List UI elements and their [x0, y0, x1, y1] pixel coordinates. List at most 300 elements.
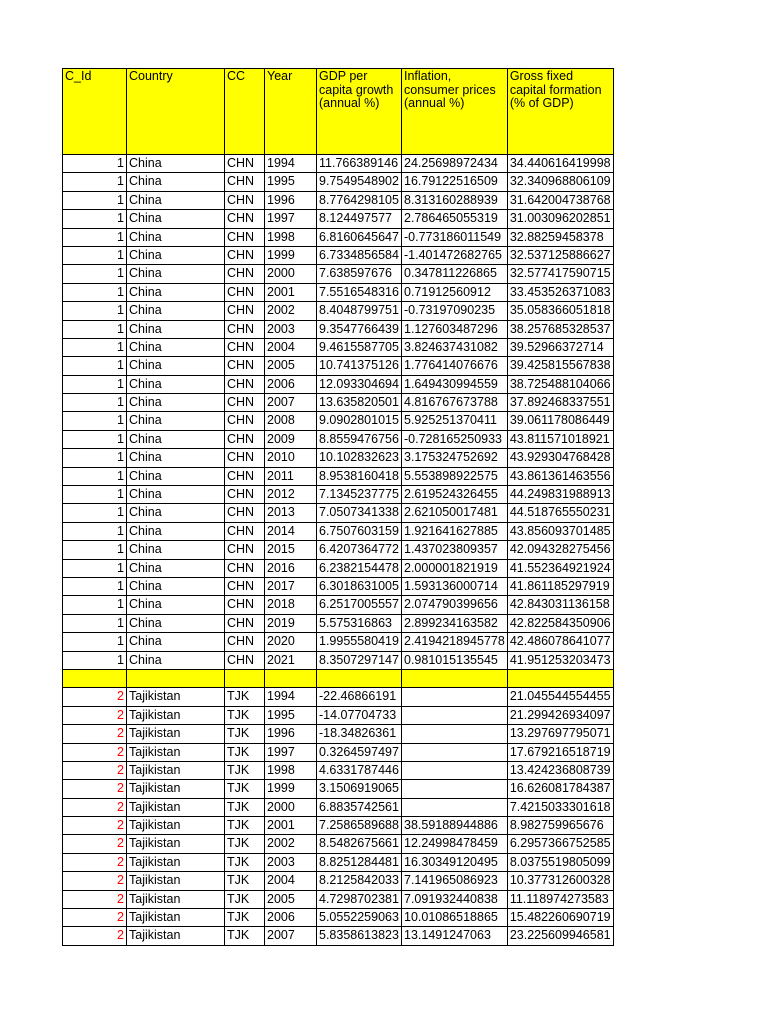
cell-gdp-growth[interactable]: 8.7764298105 [317, 191, 402, 209]
cell-gdp-growth[interactable]: 6.4207364772 [317, 541, 402, 559]
cell-c-id[interactable]: 2 [63, 725, 127, 743]
cell-inflation[interactable]: 1.649430994559 [402, 375, 508, 393]
cell-gdp-growth[interactable]: -14.07704733 [317, 706, 402, 724]
cell-c-id[interactable]: 2 [63, 890, 127, 908]
cell-gdp-growth[interactable]: 4.7298702381 [317, 890, 402, 908]
cell-inflation[interactable] [402, 725, 508, 743]
cell-c-id[interactable]: 2 [63, 927, 127, 945]
cell-gross-capital[interactable]: 42.822584350906 [507, 614, 613, 632]
cell-gdp-growth[interactable]: 8.3507297147 [317, 651, 402, 669]
cell-cc[interactable]: TJK [225, 890, 265, 908]
cell-inflation[interactable]: 1.437023809357 [402, 541, 508, 559]
cell-gross-capital[interactable]: 11.118974273583 [507, 890, 613, 908]
cell-gross-capital[interactable]: 16.626081784387 [507, 780, 613, 798]
cell-inflation[interactable]: 0.981015135545 [402, 651, 508, 669]
cell-cc[interactable]: CHN [225, 651, 265, 669]
cell-year[interactable]: 2002 [265, 302, 317, 320]
cell-country[interactable]: Tajikistan [127, 835, 225, 853]
cell-inflation[interactable]: 7.141965086923 [402, 872, 508, 890]
cell-country[interactable]: China [127, 596, 225, 614]
cell-c-id[interactable]: 1 [63, 596, 127, 614]
cell-country[interactable]: China [127, 191, 225, 209]
cell-inflation[interactable]: 12.24998478459 [402, 835, 508, 853]
empty-cell[interactable] [63, 669, 127, 687]
cell-cc[interactable]: TJK [225, 872, 265, 890]
cell-c-id[interactable]: 2 [63, 688, 127, 706]
cell-c-id[interactable]: 1 [63, 449, 127, 467]
cell-c-id[interactable]: 1 [63, 577, 127, 595]
cell-country[interactable]: China [127, 394, 225, 412]
cell-c-id[interactable]: 1 [63, 541, 127, 559]
cell-cc[interactable]: CHN [225, 375, 265, 393]
cell-year[interactable]: 2016 [265, 559, 317, 577]
cell-inflation[interactable]: 4.816767673788 [402, 394, 508, 412]
cell-cc[interactable]: CHN [225, 614, 265, 632]
cell-inflation[interactable]: 2.4194218945778 [402, 633, 508, 651]
cell-gross-capital[interactable]: 43.929304768428 [507, 449, 613, 467]
cell-inflation[interactable]: -0.73197090235 [402, 302, 508, 320]
cell-inflation[interactable]: -1.401472682765 [402, 246, 508, 264]
cell-year[interactable]: 2007 [265, 394, 317, 412]
cell-year[interactable]: 2018 [265, 596, 317, 614]
cell-year[interactable]: 2003 [265, 853, 317, 871]
cell-country[interactable]: China [127, 541, 225, 559]
cell-year[interactable]: 2005 [265, 357, 317, 375]
cell-country[interactable]: China [127, 173, 225, 191]
cell-year[interactable]: 2000 [265, 265, 317, 283]
cell-c-id[interactable]: 2 [63, 909, 127, 927]
cell-gdp-growth[interactable]: 7.5516548316 [317, 283, 402, 301]
cell-gross-capital[interactable]: 42.486078641077 [507, 633, 613, 651]
cell-gross-capital[interactable]: 8.0375519805099 [507, 853, 613, 871]
cell-year[interactable]: 2012 [265, 486, 317, 504]
cell-gdp-growth[interactable]: 10.102832623 [317, 449, 402, 467]
cell-c-id[interactable]: 1 [63, 375, 127, 393]
cell-gdp-growth[interactable]: 9.0902801015 [317, 412, 402, 430]
cell-c-id[interactable]: 1 [63, 283, 127, 301]
cell-gross-capital[interactable]: 6.2957366752585 [507, 835, 613, 853]
cell-inflation[interactable]: 13.1491247063 [402, 927, 508, 945]
cell-country[interactable]: China [127, 559, 225, 577]
cell-gdp-growth[interactable]: 6.2382154478 [317, 559, 402, 577]
empty-cell[interactable] [507, 669, 613, 687]
cell-cc[interactable]: CHN [225, 394, 265, 412]
cell-year[interactable]: 2000 [265, 798, 317, 816]
cell-gross-capital[interactable]: 23.225609946581 [507, 927, 613, 945]
cell-gross-capital[interactable]: 21.299426934097 [507, 706, 613, 724]
cell-year[interactable]: 1997 [265, 210, 317, 228]
cell-gross-capital[interactable]: 32.577417590715 [507, 265, 613, 283]
cell-gdp-growth[interactable]: 6.8835742561 [317, 798, 402, 816]
cell-year[interactable]: 1999 [265, 780, 317, 798]
cell-c-id[interactable]: 1 [63, 651, 127, 669]
cell-gdp-growth[interactable]: 8.5482675661 [317, 835, 402, 853]
cell-gdp-growth[interactable]: 5.8358613823 [317, 927, 402, 945]
header-cell-cc[interactable]: CC [225, 69, 265, 155]
cell-gross-capital[interactable]: 38.257685328537 [507, 320, 613, 338]
cell-gross-capital[interactable]: 17.679216518719 [507, 743, 613, 761]
cell-inflation[interactable]: -0.728165250933 [402, 430, 508, 448]
cell-year[interactable]: 2005 [265, 890, 317, 908]
cell-inflation[interactable]: -0.773186011549 [402, 228, 508, 246]
cell-gross-capital[interactable]: 35.058366051818 [507, 302, 613, 320]
cell-gdp-growth[interactable]: 6.8160645647 [317, 228, 402, 246]
cell-year[interactable]: 1995 [265, 173, 317, 191]
cell-country[interactable]: China [127, 338, 225, 356]
cell-inflation[interactable]: 1.127603487296 [402, 320, 508, 338]
cell-cc[interactable]: CHN [225, 559, 265, 577]
cell-cc[interactable]: TJK [225, 817, 265, 835]
cell-country[interactable]: Tajikistan [127, 927, 225, 945]
cell-c-id[interactable]: 2 [63, 817, 127, 835]
cell-year[interactable]: 2004 [265, 872, 317, 890]
cell-gross-capital[interactable]: 44.249831988913 [507, 486, 613, 504]
cell-c-id[interactable]: 2 [63, 743, 127, 761]
cell-c-id[interactable]: 2 [63, 872, 127, 890]
cell-year[interactable]: 1999 [265, 246, 317, 264]
cell-gross-capital[interactable]: 43.856093701485 [507, 522, 613, 540]
cell-inflation[interactable] [402, 798, 508, 816]
cell-country[interactable]: China [127, 412, 225, 430]
cell-gdp-growth[interactable]: 0.3264597497 [317, 743, 402, 761]
cell-gdp-growth[interactable]: 8.2125842033 [317, 872, 402, 890]
cell-cc[interactable]: CHN [225, 302, 265, 320]
cell-gdp-growth[interactable]: 10.741375126 [317, 357, 402, 375]
cell-inflation[interactable]: 2.000001821919 [402, 559, 508, 577]
cell-inflation[interactable]: 8.313160288939 [402, 191, 508, 209]
cell-gdp-growth[interactable]: 5.0552259063 [317, 909, 402, 927]
cell-country[interactable]: China [127, 155, 225, 173]
cell-year[interactable]: 1994 [265, 155, 317, 173]
cell-country[interactable]: China [127, 504, 225, 522]
header-cell-year[interactable]: Year [265, 69, 317, 155]
cell-c-id[interactable]: 2 [63, 835, 127, 853]
cell-c-id[interactable]: 1 [63, 614, 127, 632]
cell-cc[interactable]: TJK [225, 725, 265, 743]
cell-gross-capital[interactable]: 32.88259458378 [507, 228, 613, 246]
cell-cc[interactable]: CHN [225, 486, 265, 504]
cell-cc[interactable]: CHN [225, 338, 265, 356]
cell-gross-capital[interactable]: 31.003096202851 [507, 210, 613, 228]
cell-gross-capital[interactable]: 32.537125886627 [507, 246, 613, 264]
cell-inflation[interactable]: 1.921641627885 [402, 522, 508, 540]
cell-gdp-growth[interactable]: 8.124497577 [317, 210, 402, 228]
cell-inflation[interactable]: 2.621050017481 [402, 504, 508, 522]
cell-gdp-growth[interactable]: 9.4615587705 [317, 338, 402, 356]
cell-cc[interactable]: CHN [225, 577, 265, 595]
cell-year[interactable]: 2017 [265, 577, 317, 595]
cell-year[interactable]: 2021 [265, 651, 317, 669]
cell-country[interactable]: Tajikistan [127, 909, 225, 927]
cell-gdp-growth[interactable]: 9.7549548902 [317, 173, 402, 191]
cell-year[interactable]: 2015 [265, 541, 317, 559]
cell-inflation[interactable]: 16.30349120495 [402, 853, 508, 871]
empty-cell[interactable] [127, 669, 225, 687]
cell-country[interactable]: China [127, 633, 225, 651]
cell-country[interactable]: China [127, 449, 225, 467]
empty-cell[interactable] [225, 669, 265, 687]
cell-gross-capital[interactable]: 7.4215033301618 [507, 798, 613, 816]
cell-country[interactable]: Tajikistan [127, 853, 225, 871]
cell-inflation[interactable] [402, 688, 508, 706]
cell-country[interactable]: Tajikistan [127, 890, 225, 908]
cell-c-id[interactable]: 2 [63, 761, 127, 779]
cell-gross-capital[interactable]: 34.440616419998 [507, 155, 613, 173]
cell-year[interactable]: 1996 [265, 191, 317, 209]
cell-gdp-growth[interactable]: 13.635820501 [317, 394, 402, 412]
cell-year[interactable]: 1998 [265, 761, 317, 779]
cell-country[interactable]: China [127, 357, 225, 375]
cell-c-id[interactable]: 1 [63, 265, 127, 283]
cell-cc[interactable]: CHN [225, 191, 265, 209]
cell-c-id[interactable]: 1 [63, 320, 127, 338]
cell-cc[interactable]: TJK [225, 798, 265, 816]
cell-cc[interactable]: CHN [225, 265, 265, 283]
empty-cell[interactable] [317, 669, 402, 687]
cell-country[interactable]: China [127, 467, 225, 485]
cell-inflation[interactable]: 16.79122516509 [402, 173, 508, 191]
cell-country[interactable]: China [127, 522, 225, 540]
cell-gdp-growth[interactable]: 6.3018631005 [317, 577, 402, 595]
cell-cc[interactable]: TJK [225, 688, 265, 706]
cell-c-id[interactable]: 1 [63, 504, 127, 522]
cell-country[interactable]: Tajikistan [127, 798, 225, 816]
cell-gross-capital[interactable]: 43.811571018921 [507, 430, 613, 448]
cell-country[interactable]: China [127, 302, 225, 320]
cell-year[interactable]: 2001 [265, 283, 317, 301]
cell-country[interactable]: China [127, 651, 225, 669]
cell-gdp-growth[interactable]: 8.8559476756 [317, 430, 402, 448]
cell-gross-capital[interactable]: 31.642004738768 [507, 191, 613, 209]
cell-country[interactable]: China [127, 210, 225, 228]
cell-inflation[interactable] [402, 780, 508, 798]
header-cell-c-id[interactable]: C_Id [63, 69, 127, 155]
cell-cc[interactable]: TJK [225, 909, 265, 927]
cell-country[interactable]: China [127, 246, 225, 264]
empty-cell[interactable] [402, 669, 508, 687]
cell-year[interactable]: 2004 [265, 338, 317, 356]
cell-c-id[interactable]: 1 [63, 191, 127, 209]
cell-gross-capital[interactable]: 32.340968806109 [507, 173, 613, 191]
cell-gdp-growth[interactable]: 7.2586589688 [317, 817, 402, 835]
cell-year[interactable]: 2019 [265, 614, 317, 632]
cell-country[interactable]: Tajikistan [127, 872, 225, 890]
cell-country[interactable]: China [127, 283, 225, 301]
header-cell-gross-capital[interactable]: Gross fixed capital formation (% of GDP) [507, 69, 613, 155]
cell-country[interactable]: China [127, 375, 225, 393]
cell-c-id[interactable]: 1 [63, 394, 127, 412]
cell-inflation[interactable]: 5.553898922575 [402, 467, 508, 485]
cell-inflation[interactable]: 10.01086518865 [402, 909, 508, 927]
cell-c-id[interactable]: 1 [63, 430, 127, 448]
cell-gross-capital[interactable]: 37.892468337551 [507, 394, 613, 412]
cell-gross-capital[interactable]: 39.425815567838 [507, 357, 613, 375]
cell-cc[interactable]: TJK [225, 780, 265, 798]
cell-year[interactable]: 2006 [265, 375, 317, 393]
cell-country[interactable]: China [127, 577, 225, 595]
cell-gross-capital[interactable]: 10.377312600328 [507, 872, 613, 890]
cell-gross-capital[interactable]: 39.52966372714 [507, 338, 613, 356]
cell-inflation[interactable]: 2.619524326455 [402, 486, 508, 504]
cell-country[interactable]: China [127, 430, 225, 448]
cell-year[interactable]: 2003 [265, 320, 317, 338]
cell-country[interactable]: Tajikistan [127, 725, 225, 743]
cell-year[interactable]: 2020 [265, 633, 317, 651]
cell-cc[interactable]: CHN [225, 246, 265, 264]
cell-cc[interactable]: TJK [225, 927, 265, 945]
cell-c-id[interactable]: 1 [63, 467, 127, 485]
cell-inflation[interactable] [402, 743, 508, 761]
cell-gross-capital[interactable]: 38.725488104066 [507, 375, 613, 393]
cell-inflation[interactable]: 24.25698972434 [402, 155, 508, 173]
cell-gdp-growth[interactable]: 11.766389146 [317, 155, 402, 173]
cell-inflation[interactable]: 3.824637431082 [402, 338, 508, 356]
cell-country[interactable]: China [127, 486, 225, 504]
cell-c-id[interactable]: 1 [63, 522, 127, 540]
cell-inflation[interactable]: 0.71912560912 [402, 283, 508, 301]
cell-cc[interactable]: CHN [225, 283, 265, 301]
cell-cc[interactable]: CHN [225, 541, 265, 559]
cell-cc[interactable]: CHN [225, 449, 265, 467]
cell-inflation[interactable]: 0.347811226865 [402, 265, 508, 283]
cell-gdp-growth[interactable]: 8.9538160418 [317, 467, 402, 485]
cell-year[interactable]: 1995 [265, 706, 317, 724]
cell-inflation[interactable]: 7.091932440838 [402, 890, 508, 908]
cell-gdp-growth[interactable]: 8.4048799751 [317, 302, 402, 320]
cell-gross-capital[interactable]: 21.045544554455 [507, 688, 613, 706]
cell-inflation[interactable]: 5.925251370411 [402, 412, 508, 430]
cell-year[interactable]: 2013 [265, 504, 317, 522]
cell-year[interactable]: 2008 [265, 412, 317, 430]
cell-gross-capital[interactable]: 33.453526371083 [507, 283, 613, 301]
cell-gross-capital[interactable]: 42.843031136158 [507, 596, 613, 614]
cell-c-id[interactable]: 1 [63, 338, 127, 356]
cell-year[interactable]: 2007 [265, 927, 317, 945]
cell-c-id[interactable]: 1 [63, 633, 127, 651]
cell-gdp-growth[interactable]: 4.6331787446 [317, 761, 402, 779]
cell-country[interactable]: Tajikistan [127, 688, 225, 706]
cell-country[interactable]: China [127, 614, 225, 632]
cell-inflation[interactable]: 1.776414076676 [402, 357, 508, 375]
cell-inflation[interactable]: 2.786465055319 [402, 210, 508, 228]
cell-c-id[interactable]: 1 [63, 210, 127, 228]
cell-gross-capital[interactable]: 43.861361463556 [507, 467, 613, 485]
cell-gdp-growth[interactable]: 9.3547766439 [317, 320, 402, 338]
cell-cc[interactable]: CHN [225, 357, 265, 375]
cell-c-id[interactable]: 1 [63, 173, 127, 191]
empty-cell[interactable] [265, 669, 317, 687]
cell-year[interactable]: 1994 [265, 688, 317, 706]
cell-gdp-growth[interactable]: -18.34826361 [317, 725, 402, 743]
cell-inflation[interactable]: 1.593136000714 [402, 577, 508, 595]
cell-gross-capital[interactable]: 41.951253203473 [507, 651, 613, 669]
cell-gross-capital[interactable]: 44.518765550231 [507, 504, 613, 522]
cell-c-id[interactable]: 2 [63, 706, 127, 724]
cell-cc[interactable]: CHN [225, 228, 265, 246]
cell-c-id[interactable]: 2 [63, 780, 127, 798]
cell-gross-capital[interactable]: 13.297697795071 [507, 725, 613, 743]
cell-gross-capital[interactable]: 39.061178086449 [507, 412, 613, 430]
cell-inflation[interactable] [402, 706, 508, 724]
cell-year[interactable]: 2010 [265, 449, 317, 467]
cell-gdp-growth[interactable]: 1.9955580419 [317, 633, 402, 651]
cell-cc[interactable]: CHN [225, 522, 265, 540]
cell-cc[interactable]: CHN [225, 155, 265, 173]
cell-cc[interactable]: CHN [225, 412, 265, 430]
cell-gross-capital[interactable]: 41.552364921924 [507, 559, 613, 577]
cell-gross-capital[interactable]: 42.094328275456 [507, 541, 613, 559]
cell-year[interactable]: 1998 [265, 228, 317, 246]
cell-cc[interactable]: CHN [225, 320, 265, 338]
cell-c-id[interactable]: 2 [63, 853, 127, 871]
cell-gdp-growth[interactable]: 6.2517005557 [317, 596, 402, 614]
cell-cc[interactable]: TJK [225, 743, 265, 761]
cell-year[interactable]: 2014 [265, 522, 317, 540]
cell-year[interactable]: 2006 [265, 909, 317, 927]
cell-cc[interactable]: TJK [225, 761, 265, 779]
cell-gdp-growth[interactable]: 7.638597676 [317, 265, 402, 283]
cell-c-id[interactable]: 1 [63, 486, 127, 504]
cell-year[interactable]: 2001 [265, 817, 317, 835]
cell-gross-capital[interactable]: 13.424236808739 [507, 761, 613, 779]
cell-cc[interactable]: CHN [225, 467, 265, 485]
cell-c-id[interactable]: 1 [63, 246, 127, 264]
cell-year[interactable]: 2002 [265, 835, 317, 853]
cell-cc[interactable]: TJK [225, 706, 265, 724]
cell-cc[interactable]: CHN [225, 173, 265, 191]
cell-c-id[interactable]: 1 [63, 412, 127, 430]
cell-cc[interactable]: CHN [225, 430, 265, 448]
cell-gdp-growth[interactable]: 7.0507341338 [317, 504, 402, 522]
cell-gdp-growth[interactable]: 8.8251284481 [317, 853, 402, 871]
cell-year[interactable]: 1996 [265, 725, 317, 743]
cell-gross-capital[interactable]: 15.482260690719 [507, 909, 613, 927]
cell-cc[interactable]: TJK [225, 853, 265, 871]
cell-gdp-growth[interactable]: -22.46866191 [317, 688, 402, 706]
cell-inflation[interactable]: 38.59188944886 [402, 817, 508, 835]
cell-c-id[interactable]: 1 [63, 357, 127, 375]
cell-cc[interactable]: TJK [225, 835, 265, 853]
cell-gdp-growth[interactable]: 6.7334856584 [317, 246, 402, 264]
cell-country[interactable]: Tajikistan [127, 743, 225, 761]
cell-country[interactable]: Tajikistan [127, 780, 225, 798]
cell-country[interactable]: China [127, 265, 225, 283]
cell-gross-capital[interactable]: 8.982759965676 [507, 817, 613, 835]
cell-year[interactable]: 1997 [265, 743, 317, 761]
cell-cc[interactable]: CHN [225, 596, 265, 614]
cell-gdp-growth[interactable]: 5.575316863 [317, 614, 402, 632]
cell-gdp-growth[interactable]: 3.1506919065 [317, 780, 402, 798]
cell-inflation[interactable]: 3.175324752692 [402, 449, 508, 467]
header-cell-gdp-growth[interactable]: GDP per capita growth (annual %) [317, 69, 402, 155]
cell-cc[interactable]: CHN [225, 633, 265, 651]
cell-c-id[interactable]: 1 [63, 559, 127, 577]
cell-country[interactable]: Tajikistan [127, 817, 225, 835]
cell-year[interactable]: 2011 [265, 467, 317, 485]
cell-cc[interactable]: CHN [225, 504, 265, 522]
cell-gross-capital[interactable]: 41.861185297919 [507, 577, 613, 595]
cell-country[interactable]: Tajikistan [127, 761, 225, 779]
cell-c-id[interactable]: 1 [63, 302, 127, 320]
cell-country[interactable]: China [127, 320, 225, 338]
cell-inflation[interactable]: 2.899234163582 [402, 614, 508, 632]
cell-c-id[interactable]: 1 [63, 155, 127, 173]
cell-gdp-growth[interactable]: 7.1345237775 [317, 486, 402, 504]
cell-country[interactable]: Tajikistan [127, 706, 225, 724]
cell-inflation[interactable] [402, 761, 508, 779]
cell-gdp-growth[interactable]: 6.7507603159 [317, 522, 402, 540]
header-cell-country[interactable]: Country [127, 69, 225, 155]
